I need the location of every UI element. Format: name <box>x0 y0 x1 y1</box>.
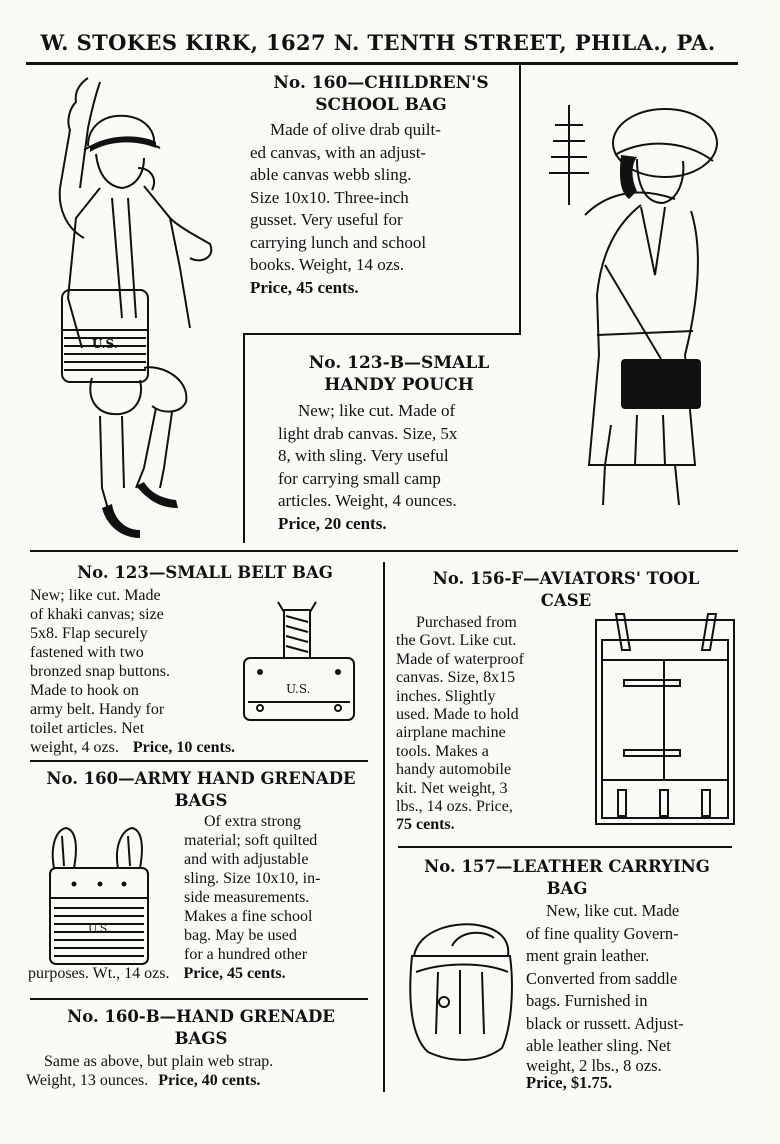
title-line: SCHOOL BAG <box>315 95 447 115</box>
body-line: fastened with two <box>30 644 144 661</box>
right-divider-1 <box>398 846 732 848</box>
body-line: kit. Net weight, 3 <box>396 779 508 797</box>
body-line: airplane machine <box>396 724 506 742</box>
body-line: canvas. Size, 8x15 <box>396 669 516 687</box>
body-line: used. Made to hold <box>396 706 519 724</box>
body-line: Made of olive drab quilt- <box>270 120 441 139</box>
body-line: inches. Slightly <box>396 687 496 705</box>
body-line: articles. Weight, 4 ounces. <box>278 491 457 510</box>
belt-bag-description <box>30 586 218 738</box>
tool-case-description <box>396 614 572 835</box>
body-line: and with adjustable <box>184 851 309 868</box>
body-line: army belt. Handy for <box>30 701 165 718</box>
body-line: able leather sling. Net <box>526 1036 671 1055</box>
body-line: of khaki canvas; size <box>30 606 164 623</box>
body-line: able canvas webb sling. <box>250 165 412 184</box>
handy-pouch-description <box>278 400 520 535</box>
left-divider-1 <box>30 760 368 762</box>
boy-bag-label: U.S. <box>92 337 118 351</box>
title-line: CASE <box>540 591 592 610</box>
body-line: weight, 2 lbs., 8 ozs. <box>526 1055 662 1075</box>
belt-bag-price-line <box>30 738 380 757</box>
body-line: bag. May be used <box>184 927 297 944</box>
body-line: sling. Size 10x10, in- <box>184 870 321 887</box>
body-line: gusset. Very useful for <box>250 210 403 229</box>
body-line: bronzed snap buttons. <box>30 663 170 680</box>
body-line: Converted from saddle <box>526 968 678 988</box>
left-divider-2 <box>30 998 368 1000</box>
leather-bag-description <box>526 900 738 1092</box>
body-line: Purchased from <box>416 614 517 631</box>
children-bag-description <box>250 119 512 299</box>
boy-illustration <box>40 68 245 548</box>
body-line: material; soft quilted <box>184 832 318 849</box>
title-line: No. 123-B—SMALL <box>308 353 490 373</box>
body-line: of fine quality Govern- <box>526 923 679 943</box>
body-line: light drab canvas. Size, 5x <box>278 423 458 443</box>
body-line: Made of waterproof <box>396 650 524 668</box>
price: Price, $1.75. <box>526 1072 613 1092</box>
title-line: BAG <box>546 879 588 898</box>
grenade-bag-illustration <box>44 822 154 968</box>
body-line: black or russett. Adjust- <box>526 1013 684 1033</box>
tool-case-illustration <box>592 610 738 828</box>
body-line: side measurements. <box>184 889 310 906</box>
body-line: New; like cut. Made <box>30 587 161 604</box>
body-line: weight, 4 ozs. <box>30 739 119 756</box>
children-bag-item <box>250 72 512 299</box>
body-line: carrying lunch and school <box>250 232 427 252</box>
section-divider <box>30 550 738 552</box>
title-line: No. 123—SMALL BELT BAG <box>77 563 333 582</box>
body-line: handy automobile <box>396 761 512 779</box>
grenade-bag-label: U.S. <box>88 922 111 935</box>
body-line: ed canvas, with an adjust- <box>250 142 427 162</box>
title-line: BAGS <box>174 791 228 810</box>
title-line: BAGS <box>174 1029 228 1048</box>
body-line: New, like cut. Made <box>546 901 680 920</box>
price: Price, 20 cents. <box>278 513 387 533</box>
body-line: Weight, 13 ounces. <box>26 1072 149 1089</box>
children-bag-title <box>250 72 512 116</box>
body-line: for a hundred other <box>184 946 308 963</box>
body-line: 5x8. Flap securely <box>30 625 148 642</box>
price: Price, 40 cents. <box>158 1072 261 1089</box>
grenade-b-description <box>26 1052 376 1090</box>
body-line: toilet articles. Net <box>30 720 145 737</box>
title-line: No. 157—LEATHER CARRYING <box>424 857 710 876</box>
handy-pouch-title <box>278 352 520 396</box>
title-line: No. 160-B—HAND GRENADE <box>67 1007 335 1026</box>
title-line: No. 160—ARMY HAND GRENADE <box>46 769 356 788</box>
belt-bag-title <box>30 562 380 584</box>
title-line: No. 160—CHILDREN'S <box>273 73 489 93</box>
handy-pouch-item <box>278 352 520 535</box>
body-line: books. Weight, 14 ozs. <box>250 255 405 274</box>
belt-bag-label: U.S. <box>286 682 311 696</box>
column-divider <box>383 562 385 1092</box>
price: 75 cents. <box>396 816 455 834</box>
body-line: tools. Makes a <box>396 742 489 760</box>
price: Price, 45 cents. <box>183 965 286 982</box>
body-line: Size 10x10. Three-inch <box>250 187 409 207</box>
girl-illustration <box>545 95 745 515</box>
body-line: bags. Furnished in <box>526 991 648 1010</box>
grenade-b-title <box>26 1006 376 1050</box>
grenade-bags-title <box>28 768 374 812</box>
tool-case-title <box>396 568 736 612</box>
body-line: Of extra strong <box>204 813 301 830</box>
grenade-b-item <box>26 1006 376 1090</box>
body-line: lbs., 14 ozs. Price, <box>396 798 513 816</box>
body-line: purposes. Wt., 14 ozs. <box>28 965 170 982</box>
grenade-b-price-line <box>26 1071 376 1090</box>
body-line: for carrying small camp <box>278 468 441 488</box>
title-line: No. 156-F—AVIATORS' TOOL <box>432 569 700 588</box>
body-line: 8, with sling. Very useful <box>278 446 449 465</box>
body-line: ment grain leather. <box>526 946 650 965</box>
belt-bag-illustration <box>238 598 360 728</box>
price: Price, 10 cents. <box>132 739 236 756</box>
handy-pouch-box <box>243 333 245 543</box>
page-header: W. STOKES KIRK, 1627 N. TENTH STREET, PHILA., PA. <box>40 30 716 55</box>
body-line: Same as above, but plain web strap. <box>44 1053 274 1070</box>
title-line: HANDY POUCH <box>324 375 474 395</box>
body-line: Made to hook on <box>30 682 139 699</box>
leather-bag-title <box>396 856 738 900</box>
price: Price, 45 cents. <box>250 277 359 297</box>
body-line: Makes a fine school <box>184 908 313 925</box>
body-line: the Govt. Like cut. <box>396 632 517 650</box>
leather-bag-illustration <box>404 916 520 1066</box>
grenade-bags-description <box>184 812 374 964</box>
body-line: New; like cut. Made of <box>298 401 456 420</box>
